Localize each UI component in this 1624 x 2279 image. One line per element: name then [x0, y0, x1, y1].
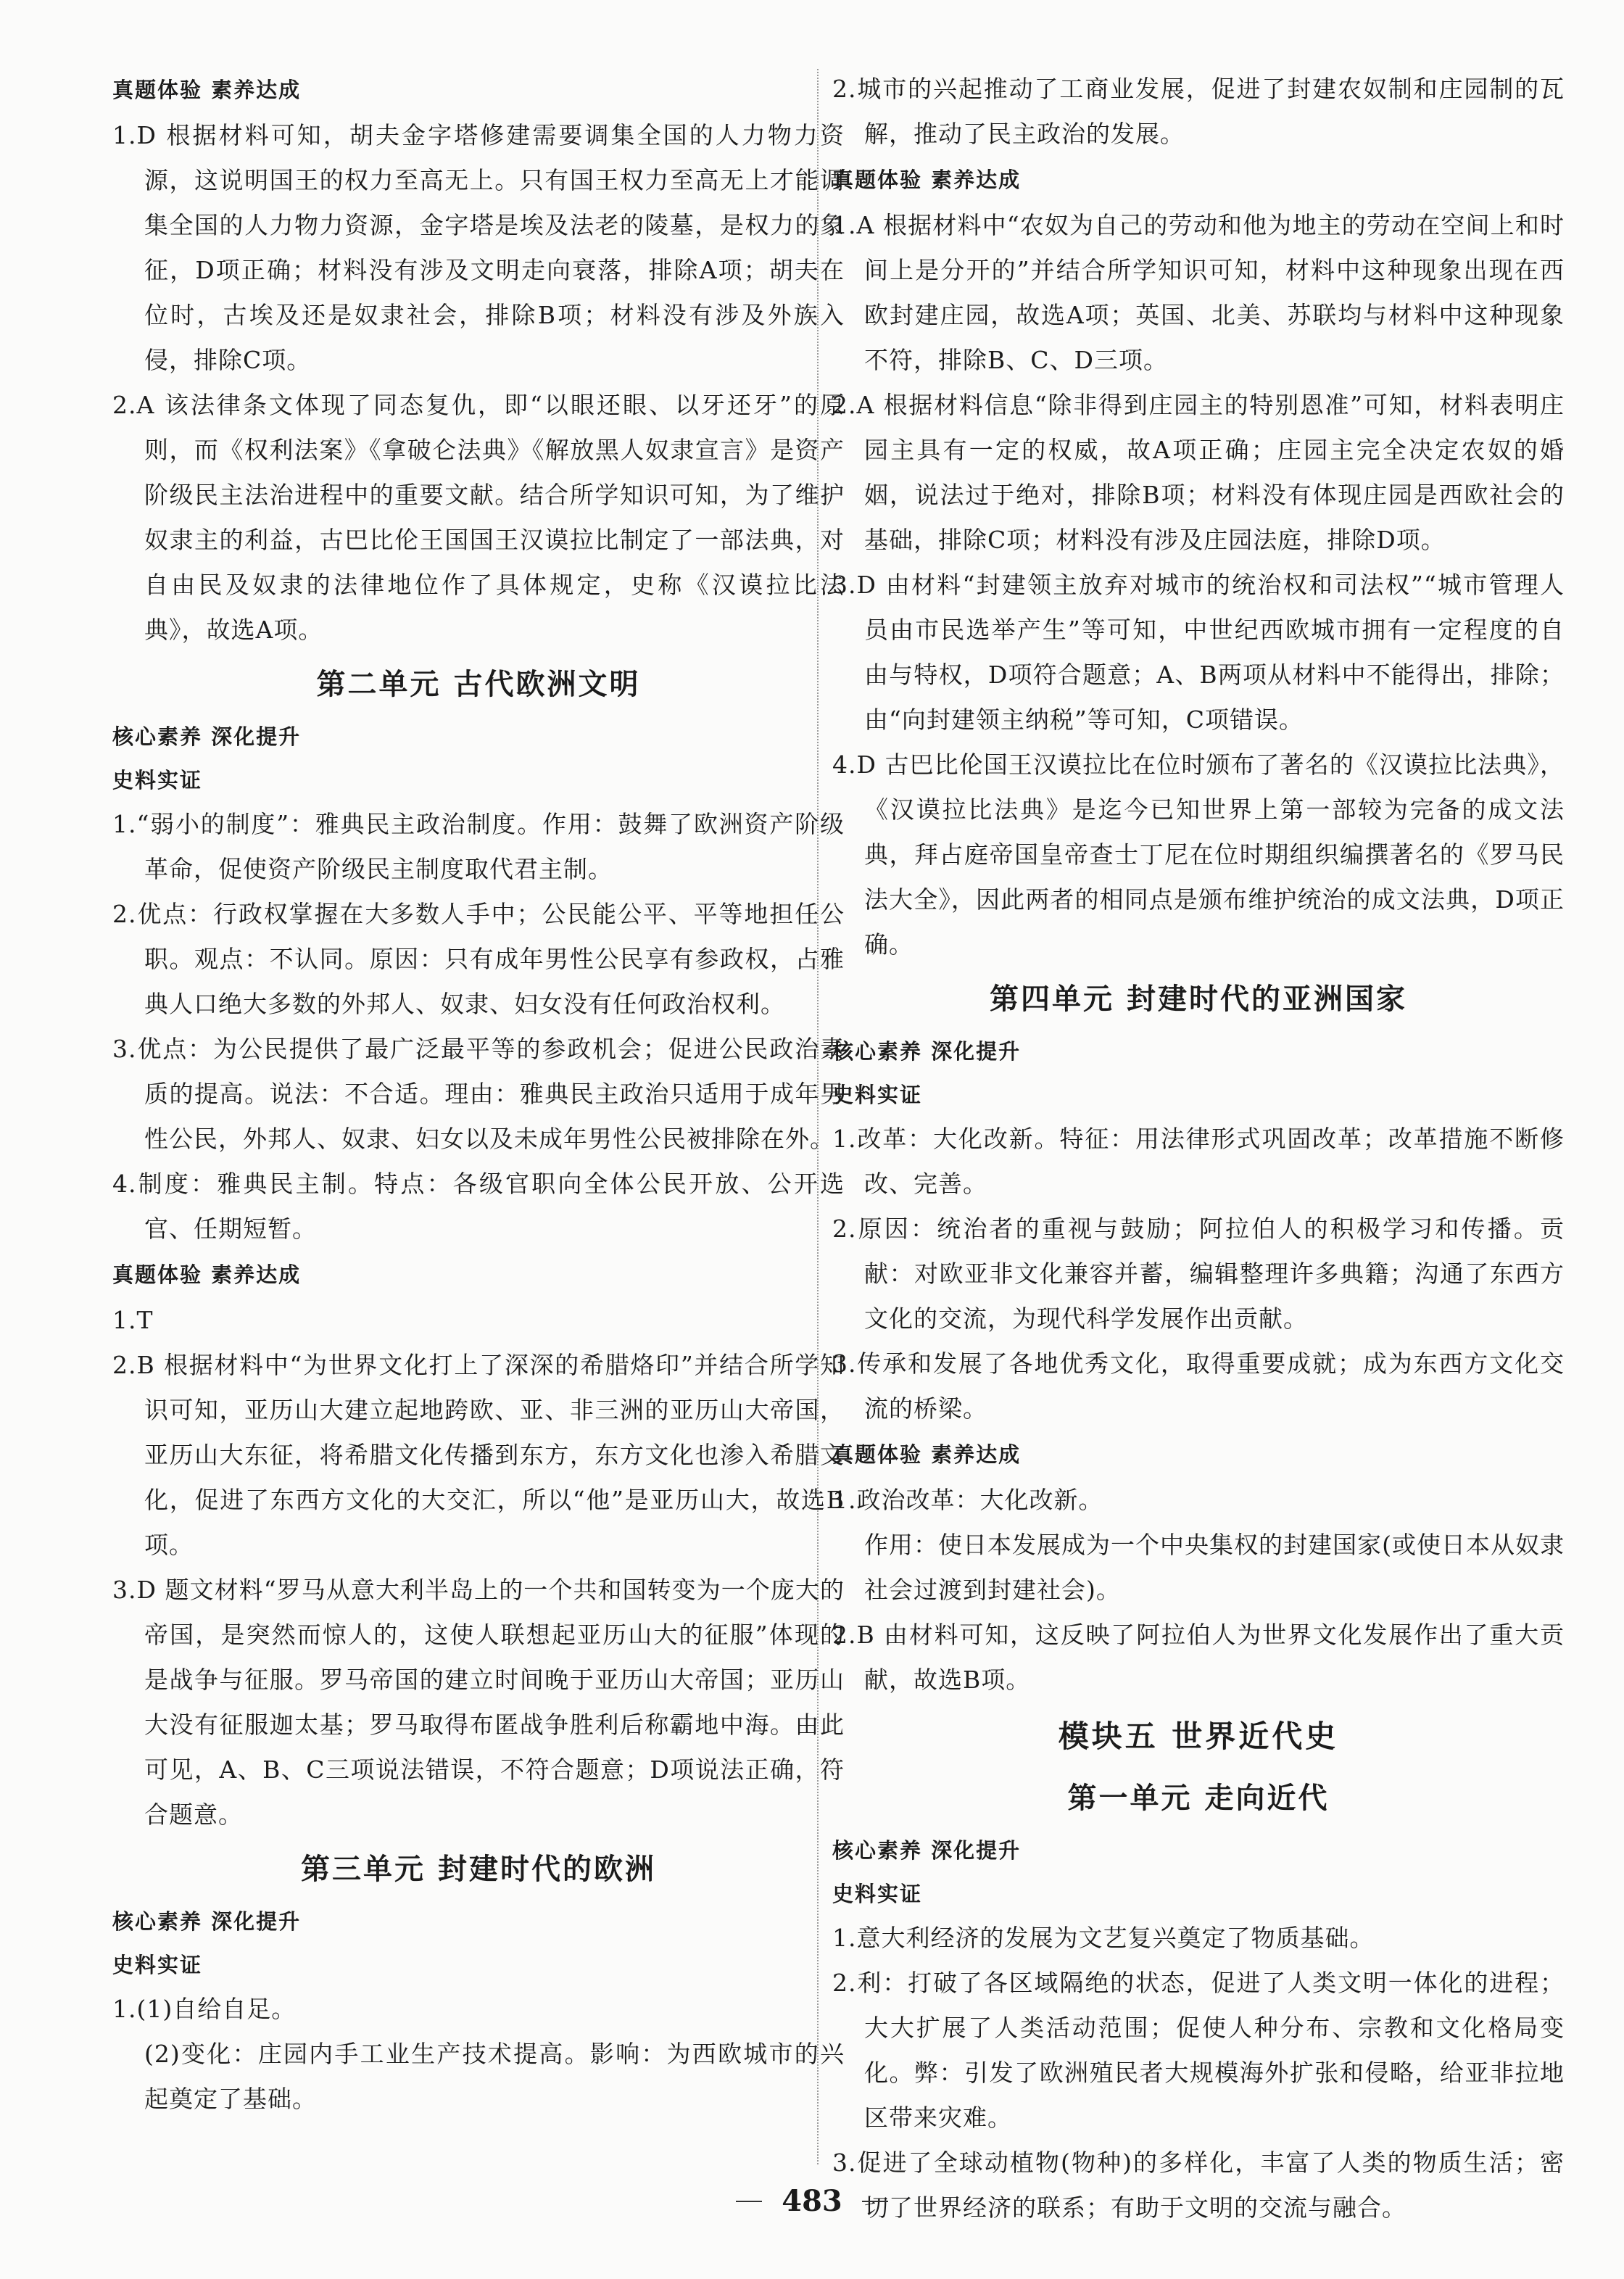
subsection-label-evidence: 史料实证 — [112, 1953, 203, 1977]
answer-item: 2.B 根据材料中“为世界文化打上了深深的希腊烙印”并结合所学知识可知，亚历山大建立起地跨欧、亚、非三洲的亚历山大帝国，亚历山大东征，将希腊文化传播到东方，东方文化也渗入希腊文化，促进了东西方文化的大交汇，所以“他”是亚历山大，故选B项。 — [112, 1351, 845, 1559]
answer-item: 1.(1)自给自足。 — [112, 1995, 297, 2023]
page-number: 483 — [782, 2184, 842, 2218]
answer-item: 1.“弱小的制度”：雅典民主政治制度。作用：鼓舞了欧洲资产阶级革命，促使资产阶级民主制度取代君主制。 — [112, 810, 845, 883]
footer-dash-right — [862, 2201, 888, 2202]
answer-item: 1.A 根据材料中“农奴为自己的劳动和他为地主的劳动在空间上和时间上是分开的”并结合所学知识可知，材料中这种现象出现在西欧封建庄园，故选A项；英国、北美、苏联均与材料中这种现象不符，排除B、C、D三项。 — [832, 211, 1565, 374]
answer-item: 3.促进了全球动植物(物种)的多样化，丰富了人类的物质生活；密切了世界经济的联系；有助于文明的交流与融合。 — [832, 2148, 1565, 2222]
section-label-core: 核心素养 深化提升 — [112, 724, 302, 749]
answer-item: 2.优点：行政权掌握在大多数人手中；公民能公平、平等地担任公职。观点：不认同。原因：只有成年男性公民享有参政权，占雅典人口绝大多数的外邦人、奴隶、妇女没有任何政治权利。 — [112, 900, 845, 1018]
answer-item: 3.优点：为公民提供了最广泛最平等的参政机会；促进公民政治素质的提高。说法：不合适。理由：雅典民主政治只适用于成年男性公民，外邦人、奴隶、妇女以及未成年男性公民被排除在外。 — [112, 1035, 845, 1153]
answer-item: 2.A 该法律条文体现了同态复仇，即“以眼还眼、以牙还牙”的原则，而《权利法案》《拿破仑法典》《解放黑人奴隶宣言》是资产阶级民主法治进程中的重要文献。结合所学知识可知，为了维护奴隶主的利益，古巴比伦王国国王汉谟拉比制定了一部法典，对自由民及奴隶的法律地位作了具体规定，史称《汉谟拉比法典》，故选A项。 — [112, 391, 845, 644]
section-label-core: 核心素养 深化提升 — [832, 1039, 1022, 1064]
unit-title: 第三单元 封建时代的欧洲 — [301, 1853, 656, 1886]
answer-item: 2.A 根据材料信息“除非得到庄园主的特别恩准”可知，材料表明庄园主具有一定的权威，故A项正确；庄园主完全决定农奴的婚姻，说法过于绝对，排除B项；材料没有体现庄园是西欧社会的基础，排除C项；材料没有涉及庄园法庭，排除D项。 — [832, 391, 1565, 554]
answer-item: 2.城市的兴起推动了工商业发展，促进了封建农奴制和庄园制的瓦解，推动了民主政治的发展。 — [832, 75, 1565, 148]
subsection-label-evidence: 史料实证 — [112, 768, 203, 793]
unit-title: 第一单元 走向近代 — [1067, 1782, 1330, 1815]
section-label-exam: 真题体验 素养达成 — [832, 167, 1022, 192]
module-title: 模块五 世界近代史 — [1058, 1718, 1339, 1754]
answer-item: 1.T — [112, 1306, 154, 1334]
answer-item: 4.制度：雅典民主制。特点：各级官职向全体公民开放、公开选官、任期短暂。 — [112, 1170, 845, 1243]
unit-title: 第二单元 古代欧洲文明 — [316, 668, 641, 701]
answer-item: 2.B 由材料可知，这反映了阿拉伯人为世界文化发展作出了重大贡献，故选B项。 — [832, 1621, 1565, 1694]
footer-dash-left — [736, 2201, 762, 2202]
left-column — [112, 67, 845, 2122]
section-label-exam: 真题体验 素养达成 — [112, 78, 302, 102]
answer-item: 3.D 由材料“封建领主放弃对城市的统治权和司法权”“城市管理人员由市民选举产生”等可知，中世纪西欧城市拥有一定程度的自由与特权，D项符合题意；A、B两项从材料中不能得出，排除；由“向封建领主纳税”等可知，C项错误。 — [832, 571, 1565, 734]
subsection-label-evidence: 史料实证 — [832, 1083, 923, 1107]
answer-item: 2.利：打破了各区域隔绝的状态，促进了人类文明一体化的进程；大大扩展了人类活动范围；促使人种分布、宗教和文化格局变化。弊：引发了欧洲殖民者大规模海外扩张和侵略，给亚非拉地区带来灾难。 — [832, 1969, 1565, 2132]
answer-item: 1.意大利经济的发展为文艺复兴奠定了物质基础。 — [832, 1924, 1375, 1952]
answer-item: 1.政治改革：大化改新。 — [832, 1486, 1103, 1514]
answer-item: 3.传承和发展了各地优秀文化，取得重要成就；成为东西方文化交流的桥梁。 — [832, 1349, 1565, 1423]
answer-item: 1.D 根据材料可知，胡夫金字塔修建需要调集全国的人力物力资源，这说明国王的权力至高无上。只有国王权力至高无上才能调集全国的人力物力资源，金字塔是埃及法老的陵墓，是权力的象征，D项正确；材料没有涉及文明走向衰落，排除A项；胡夫在位时，古埃及还是奴隶社会，排除B项；材料没有涉及外族入侵，排除C项。 — [112, 121, 845, 374]
page-footer — [0, 2184, 1624, 2218]
subsection-label-evidence: 史料实证 — [832, 1882, 923, 1906]
right-column — [832, 67, 1565, 2230]
answer-item-continued: (2)变化：庄园内手工业生产技术提高。影响：为西欧城市的兴起奠定了基础。 — [144, 2040, 845, 2113]
unit-title: 第四单元 封建时代的亚洲国家 — [990, 983, 1407, 1016]
section-label-core: 核心素养 深化提升 — [832, 1838, 1022, 1863]
answer-item: 3.D 题文材料“罗马从意大利半岛上的一个共和国转变为一个庞大的帝国，是突然而惊人的，这使人联想起亚历山大的征服”体现的是战争与征服。罗马帝国的建立时间晚于亚历山大帝国；亚历山大没有征服迦太基；罗马取得布匿战争胜利后称霸地中海。由此可见，A、B、C三项说法错误，不符合题意；D项说法正确，符合题意。 — [112, 1576, 845, 1829]
section-label-core: 核心素养 深化提升 — [112, 1909, 302, 1934]
answer-item-continued: 作用：使日本发展成为一个中央集权的封建国家(或使日本从奴隶社会过渡到封建社会)。 — [864, 1531, 1565, 1604]
section-label-exam: 真题体验 素养达成 — [112, 1262, 302, 1287]
section-label-exam: 真题体验 素养达成 — [832, 1442, 1022, 1467]
answer-item: 4.D 古巴比伦国王汉谟拉比在位时颁布了著名的《汉谟拉比法典》，《汉谟拉比法典》是迄今已知世界上第一部较为完备的成文法典，拜占庭帝国皇帝查士丁尼在位时期组织编撰著名的《罗马民法大全》，因此两者的相同点是颁布维护统治的成文法典，D项正确。 — [832, 750, 1565, 959]
answer-item: 2.原因：统治者的重视与鼓励；阿拉伯人的积极学习和传播。贡献：对欧亚非文化兼容并蓄，编辑整理许多典籍；沟通了东西方文化的交流，为现代科学发展作出贡献。 — [832, 1215, 1565, 1333]
answer-item: 1.改革：大化改新。特征：用法律形式巩固改革；改革措施不断修改、完善。 — [832, 1125, 1565, 1198]
